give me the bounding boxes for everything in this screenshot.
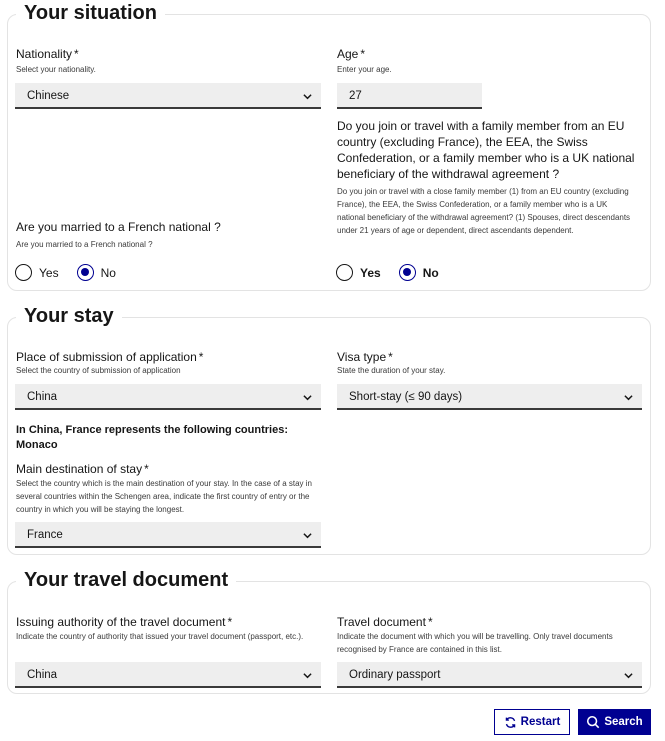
- visa-type-value: Short-stay (≤ 90 days): [349, 391, 463, 403]
- represents-info: [16, 423, 320, 453]
- travel-doc-hint: Indicate the document with which you will be travelling. Only travel documents recognised by France are contained in this list.: [337, 632, 613, 654]
- destination-value: France: [27, 529, 63, 541]
- visa-type-label: Visa type: [337, 350, 387, 364]
- family-field: [337, 118, 637, 237]
- authority-select[interactable]: [15, 662, 321, 688]
- destination-field: [16, 462, 322, 516]
- chevron-down-icon: [624, 671, 633, 680]
- family-hint: Do you join or travel with a close family member (1) from an EU country (excluding France), the EEA, the Swiss Confederation, or a family member who is a UK national beneficiary of the withdrawal agreement? (1) Spouses, direct descendants under 21 years of age or dependent, direct ascendants dependent.: [337, 187, 631, 235]
- chevron-down-icon: [303, 531, 312, 540]
- required-mark: *: [227, 615, 233, 629]
- required-mark: *: [74, 47, 79, 61]
- visa-type-hint: State the duration of your stay.: [337, 366, 446, 375]
- married-yes-radio[interactable]: [15, 264, 59, 281]
- authority-label: Issuing authority of the travel document: [16, 615, 226, 629]
- chevron-down-icon: [624, 393, 633, 402]
- travel-doc-select[interactable]: [337, 662, 642, 688]
- age-value: 27: [349, 90, 362, 102]
- radio-label: No: [100, 265, 116, 280]
- nationality-field: [16, 47, 320, 76]
- place-select[interactable]: [15, 384, 321, 410]
- required-mark: *: [144, 462, 149, 476]
- destination-label: Main destination of stay: [16, 462, 143, 476]
- chevron-down-icon: [303, 393, 312, 402]
- age-field: [337, 47, 637, 76]
- family-radio-group: [336, 264, 457, 281]
- authority-hint: Indicate the country of authority that issued your travel document (passport, etc.).: [16, 632, 304, 641]
- place-label: Place of submission of application: [16, 350, 197, 364]
- destination-select[interactable]: [15, 522, 321, 548]
- nationality-hint: Select your nationality.: [16, 65, 96, 74]
- nationality-select[interactable]: [15, 83, 321, 109]
- refresh-icon: [504, 716, 517, 729]
- document-title: Your travel document: [16, 568, 236, 592]
- married-radio-group: [15, 264, 134, 281]
- required-mark: *: [388, 350, 393, 364]
- represents-countries: Monaco: [16, 439, 58, 451]
- search-icon: [586, 715, 600, 729]
- situation-title: Your situation: [16, 1, 165, 25]
- required-mark: *: [427, 615, 433, 629]
- authority-value: China: [27, 669, 58, 681]
- married-question: Are you married to a French national ?: [16, 220, 221, 234]
- represents-text: In China, France represents the following countries:: [16, 424, 288, 436]
- search-label: Search: [604, 716, 643, 728]
- age-hint: Enter your age.: [337, 65, 392, 74]
- travel-doc-label: Travel document: [337, 615, 426, 629]
- married-hint: Are you married to a French national ?: [16, 240, 153, 249]
- visa-type-select[interactable]: [337, 384, 642, 410]
- chevron-down-icon: [303, 92, 312, 101]
- radio-label: Yes: [39, 265, 59, 280]
- place-value: China: [27, 391, 58, 403]
- travel-doc-value: Ordinary passport: [349, 669, 441, 681]
- nationality-value: Chinese: [27, 90, 70, 102]
- destination-hint: Select the country which is the main destination of your stay. In the case of a stay in several countries within the Schengen area, indicate the first country of entry or the country in which you will be staying the longest.: [16, 479, 313, 514]
- restart-button[interactable]: [494, 709, 570, 735]
- nationality-label: Nationality: [16, 47, 73, 61]
- age-input[interactable]: [337, 83, 482, 109]
- required-mark: *: [198, 350, 204, 364]
- family-yes-radio[interactable]: [336, 264, 381, 281]
- radio-label: Yes: [360, 265, 381, 280]
- age-label: Age: [337, 47, 359, 61]
- family-no-radio[interactable]: [399, 264, 439, 281]
- married-no-radio[interactable]: [77, 264, 116, 281]
- visa-type-field: [337, 350, 637, 377]
- married-field: [16, 219, 320, 251]
- search-button[interactable]: [578, 709, 651, 735]
- authority-field: [16, 615, 322, 643]
- chevron-down-icon: [303, 671, 312, 680]
- required-mark: *: [360, 47, 366, 61]
- family-question: Do you join or travel with a family member from an EU country (excluding France), the EEA, the Swiss Confederation, or a family member who is a UK national beneficiary of the withdrawal agreement ?: [337, 119, 635, 181]
- place-hint: Select the country of submission of application: [16, 366, 181, 375]
- place-field: [16, 350, 320, 377]
- radio-label: No: [422, 265, 439, 280]
- stay-title: Your stay: [16, 304, 122, 328]
- travel-doc-field: [337, 615, 639, 656]
- restart-label: Restart: [520, 716, 561, 728]
